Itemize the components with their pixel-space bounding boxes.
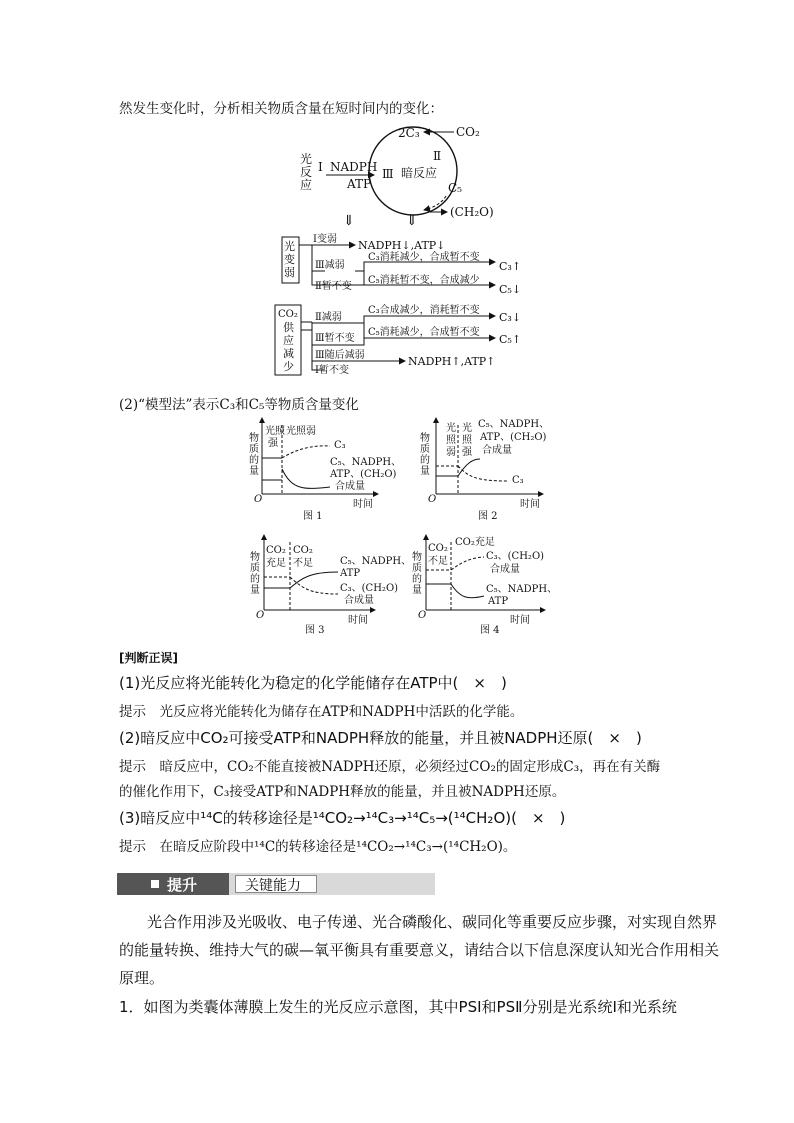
svg-text:物: 物	[250, 552, 260, 563]
svg-text:的: 的	[250, 574, 260, 585]
light-weak-label-2: 变	[284, 253, 295, 266]
g2-xlabel: 时间	[520, 499, 540, 510]
hint-3: 提示 在暗反应阶段中¹⁴C的转移途径是¹⁴CO₂→¹⁴C₃→(¹⁴CH₂O)。	[119, 839, 517, 855]
svg-text:量: 量	[249, 466, 259, 477]
co2-box-label-5: 少	[283, 360, 294, 373]
roman-3: Ⅲ	[382, 167, 394, 181]
light-b3: Ⅱ暂不变	[315, 281, 352, 292]
svg-text:强: 强	[462, 447, 472, 458]
graph-2	[420, 418, 549, 522]
svg-text:不足: 不足	[293, 558, 313, 569]
co2-node: CO₂	[456, 125, 480, 139]
hint-2a: 提示 暗反应中，CO₂不能直接被NADPH还原，必须经过CO₂的固定形成C₃，再在有关酶	[119, 759, 661, 775]
svg-text:ATP、(CH₂O): ATP、(CH₂O)	[480, 432, 547, 443]
judgement-heading: [判断正误]	[119, 651, 178, 665]
svg-text:照: 照	[446, 435, 456, 446]
svg-text:充足: 充足	[266, 558, 286, 569]
co2-box-label-1: CO₂	[278, 309, 298, 320]
model-heading: (2)“模型法”表示C₃和C₅等物质含量变化	[119, 397, 359, 413]
svg-text:光照: 光照	[265, 426, 285, 437]
graph-1	[249, 418, 401, 522]
graph-4	[412, 535, 557, 636]
svg-text:合成量: 合成量	[335, 481, 365, 492]
hint-1: 提示 光反应将光能转化为储存在ATP和NADPH中活跃的化学能。	[119, 704, 524, 720]
co2-box-label-3: 应	[283, 334, 294, 347]
roman-2: Ⅱ	[433, 149, 442, 163]
svg-text:ATP: ATP	[340, 568, 361, 579]
svg-text:C₃、(CH₂O): C₃、(CH₂O)	[340, 583, 399, 594]
svg-text:C₅、NADPH、: C₅、NADPH、	[330, 457, 402, 468]
light-res1: C₃↑	[499, 260, 522, 273]
svg-text:量: 量	[420, 466, 430, 477]
c5-node: C₅	[448, 181, 462, 195]
svg-text:强: 强	[268, 438, 278, 449]
g3-caption: 图 3	[305, 625, 325, 636]
svg-text:C₅、NADPH、: C₅、NADPH、	[340, 556, 412, 567]
g1-origin: O	[254, 494, 263, 505]
co2-b2: Ⅲ暂不变	[315, 333, 355, 344]
question-3: (3)暗反应中¹⁴C的转移途径是¹⁴CO₂→¹⁴C₃→¹⁴C₅→(¹⁴CH₂O)( × )	[119, 809, 566, 827]
svg-text:的: 的	[249, 455, 259, 466]
graphs	[240, 415, 560, 640]
svg-text:量: 量	[250, 585, 260, 596]
svg-text:质: 质	[249, 444, 259, 455]
hint-2b: 的催化作用下，C₃接受ATP和NADPH释放的能量，并且被NADPH还原。	[119, 784, 566, 800]
co2-b3: Ⅲ随后减弱	[315, 350, 365, 361]
atp-label: ATP	[347, 177, 372, 191]
svg-text:物: 物	[249, 433, 259, 444]
dark-reaction-label: 暗反应	[401, 166, 438, 180]
svg-text:弱: 弱	[446, 447, 456, 458]
svg-text:CO₂: CO₂	[428, 543, 448, 554]
section-banner	[117, 873, 435, 895]
banner-right-label: 关键能力	[245, 878, 301, 894]
co2-r3: NADPH↑,ATP↑	[408, 355, 496, 368]
g4-caption: 图 4	[480, 625, 500, 636]
question-last: 1．如图为类囊体薄膜上发生的光反应示意图，其中PSⅠ和PSⅡ分别是光系统Ⅰ和光系统	[119, 998, 677, 1016]
co2-s2: C₅消耗减少，合成暂不变	[368, 327, 480, 338]
svg-text:质: 质	[412, 563, 422, 574]
co2-s1: C₃合成减少，消耗暂不变	[368, 305, 480, 316]
co2-box-label-4: 减	[283, 347, 294, 360]
paragraph-line-3: 原理。	[119, 969, 165, 987]
graph-3	[250, 535, 411, 636]
question-2: (2)暗反应中CO₂可接受ATP和NADPH释放的能量，并且被NADPH还原( × )	[119, 729, 642, 747]
svg-text:合成量: 合成量	[344, 595, 374, 606]
svg-text:合成量: 合成量	[482, 445, 512, 456]
banner-left-label: 提升	[167, 876, 198, 894]
co2-b4: Ⅰ暂不变	[315, 365, 349, 376]
g1-xlabel: 时间	[353, 499, 373, 510]
svg-text:ATP、(CH₂O): ATP、(CH₂O)	[330, 469, 397, 480]
g1-caption: 图 1	[303, 511, 323, 522]
g1-c3: C₃	[334, 440, 346, 451]
intro-text: 然发生变化时，分析相关物质含量在短时间内的变化：	[119, 101, 443, 117]
question-1: (1)光反应将光能转化为稳定的化学能储存在ATP中( × )	[119, 674, 507, 692]
g4-right-label: CO₂充足	[455, 537, 495, 548]
g2-caption: 图 2	[478, 511, 498, 522]
svg-text:的: 的	[420, 455, 430, 466]
svg-text:质: 质	[250, 563, 260, 574]
light-reaction-label-1: 光	[300, 152, 313, 166]
down-arrow-right: ⇓	[406, 213, 418, 229]
light-reaction-label-2: 反	[300, 165, 313, 179]
g4-origin: O	[418, 610, 427, 621]
paragraph-line-1: 光合作用涉及光吸收、电子传递、光合磷酸化、碳同化等重要反应步骤，对实现自然界	[147, 913, 718, 931]
roman-1: Ⅰ	[318, 160, 323, 174]
light-weak-label-3: 弱	[284, 266, 295, 279]
co2-res2: C₅↑	[499, 333, 522, 346]
svg-text:CO₂: CO₂	[266, 545, 286, 556]
g4-xlabel: 时间	[510, 615, 530, 626]
light-b2: Ⅲ减弱	[315, 260, 345, 271]
paragraph-line-2: 的能量转换、维持大气的碳—氧平衡具有重要意义，请结合以下信息深度认知光合作用相关	[119, 941, 720, 959]
light-s1: C₃消耗减少，合成暂不变	[368, 252, 480, 263]
g3-xlabel: 时间	[348, 615, 368, 626]
svg-text:C₅、NADPH、: C₅、NADPH、	[486, 584, 558, 595]
co2-b1: Ⅱ减弱	[315, 312, 342, 323]
g2-c3: C₃	[512, 475, 524, 486]
ch2o-node: (CH₂O)	[450, 205, 494, 219]
g1-right-label: 光照弱	[286, 426, 316, 437]
g3-origin: O	[256, 610, 265, 621]
svg-text:ATP: ATP	[488, 596, 509, 607]
light-weak-label-1: 光	[284, 240, 295, 253]
svg-text:不足: 不足	[428, 556, 448, 567]
c3-node: 2C₃	[398, 126, 420, 140]
light-s2: C₅消耗暂不变，合成减少	[368, 275, 480, 286]
svg-text:C₅、NADPH、: C₅、NADPH、	[478, 419, 550, 430]
light-b1: Ⅰ变弱	[313, 234, 337, 245]
light-reaction-label-3: 应	[300, 178, 313, 192]
co2-res1: C₃↓	[499, 311, 522, 324]
svg-text:C₃、(CH₂O): C₃、(CH₂O)	[486, 551, 545, 562]
regulation-diagram	[260, 115, 560, 377]
g2-origin: O	[428, 494, 437, 505]
svg-text:照: 照	[462, 435, 472, 446]
svg-text:量: 量	[412, 585, 422, 596]
svg-text:质: 质	[420, 444, 430, 455]
light-r1: NADPH↓,ATP↓	[358, 239, 446, 252]
down-arrow-left: ⇓	[343, 213, 355, 229]
svg-text:物: 物	[412, 552, 422, 563]
co2-box-label-2: 供	[283, 321, 294, 334]
svg-text:合成量: 合成量	[490, 564, 520, 575]
svg-text:CO₂: CO₂	[293, 545, 313, 556]
svg-text:物: 物	[420, 433, 430, 444]
svg-text:的: 的	[412, 574, 422, 585]
nadph-label: NADPH	[330, 160, 378, 174]
banner-square-icon	[151, 880, 159, 888]
svg-text:光: 光	[446, 423, 456, 434]
svg-text:光: 光	[462, 423, 472, 434]
light-res2: C₅↓	[499, 283, 522, 296]
